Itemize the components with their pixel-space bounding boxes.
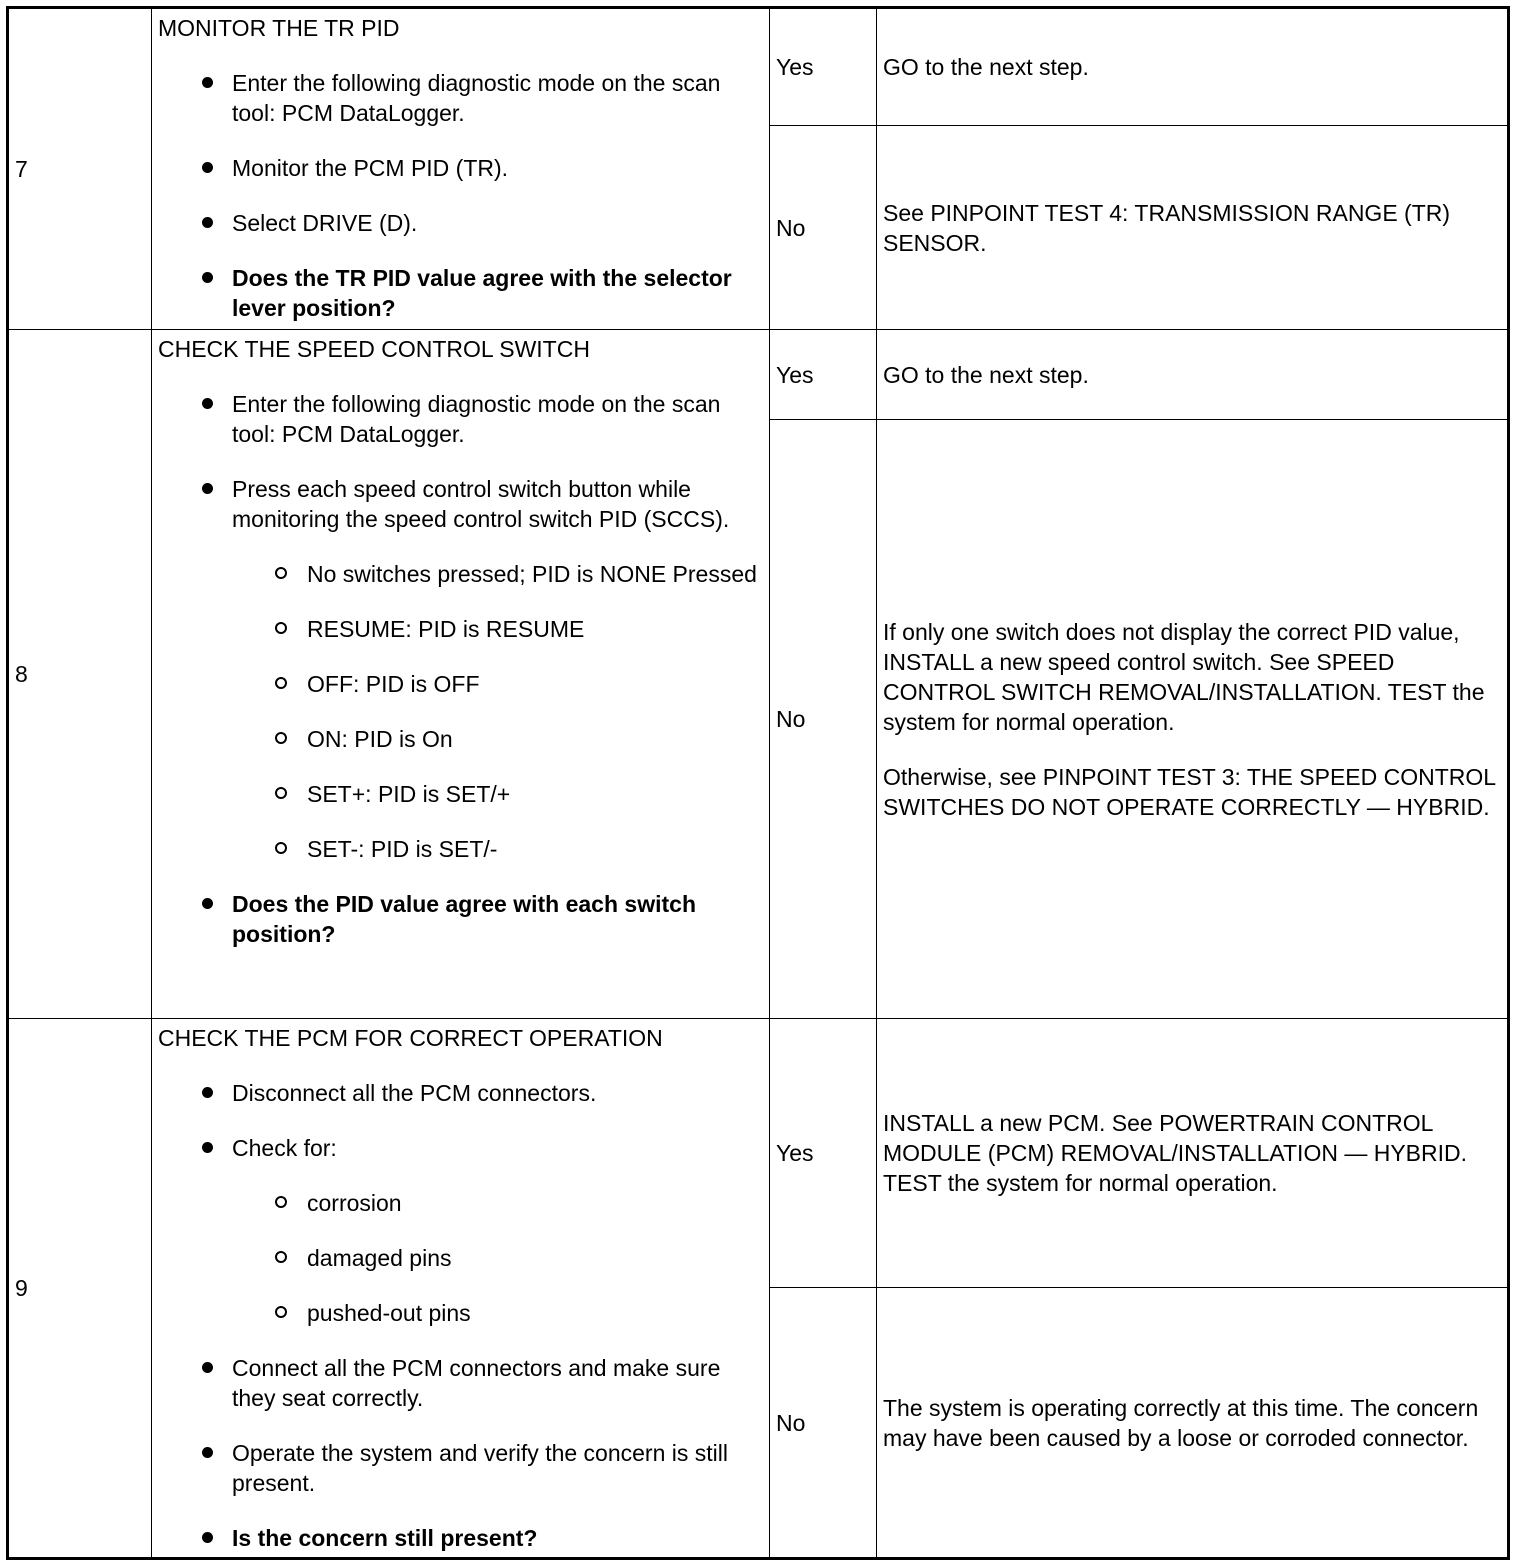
question-bullet: Does the PID value agree with each switch position?	[232, 889, 769, 949]
step-bullet-list	[158, 1078, 769, 1553]
bullet-item: Operate the system and verify the concern is still present.	[232, 1438, 769, 1498]
result-label: No	[770, 126, 877, 330]
step-7-yes-row	[8, 8, 1509, 126]
result-action: The system is operating correctly at this time. The concern may have been caused by a loose or corroded connector.	[877, 1288, 1509, 1559]
result-label: No	[770, 1288, 877, 1559]
result-action: See PINPOINT TEST 4: TRANSMISSION RANGE (TR) SENSOR.	[877, 126, 1509, 330]
step-title: CHECK THE SPEED CONTROL SWITCH	[158, 336, 590, 362]
bullet-item: Disconnect all the PCM connectors.	[232, 1078, 769, 1108]
sub-bullet-item: pushed-out pins	[307, 1298, 759, 1328]
step-9-yes-row	[8, 1019, 1509, 1288]
result-paragraph: If only one switch does not display the correct PID value, INSTALL a new speed control switch. See SPEED CONTROL SWITCH REMOVAL/INSTALLATION. TEST the system for normal operation.	[883, 618, 1485, 735]
bullet-item	[232, 474, 769, 864]
bullet-item: Enter the following diagnostic mode on the scan tool: PCM DataLogger.	[232, 389, 769, 449]
bullet-item: Enter the following diagnostic mode on the scan tool: PCM DataLogger.	[232, 68, 769, 128]
question-bullet: Is the concern still present?	[232, 1523, 769, 1553]
result-paragraph: Otherwise, see PINPOINT TEST 3: THE SPEED CONTROL SWITCHES DO NOT OPERATE CORRECTLY — HYBRID.	[883, 763, 1496, 820]
sub-bullet-item: corrosion	[307, 1188, 759, 1218]
sub-bullet-item: No switches pressed; PID is NONE Pressed	[307, 559, 759, 589]
bullet-item: Select DRIVE (D).	[232, 208, 769, 238]
step-action-cell	[152, 1019, 770, 1559]
bullet-text: Check for:	[232, 1135, 337, 1161]
step-bullet-list	[158, 389, 769, 949]
sub-bullet-list	[232, 1188, 759, 1328]
bullet-item: Monitor the PCM PID (TR).	[232, 153, 769, 183]
result-action: INSTALL a new PCM. See POWERTRAIN CONTROL MODULE (PCM) REMOVAL/INSTALLATION — HYBRID. TEST the system for normal operation.	[877, 1019, 1509, 1288]
result-label: Yes	[770, 330, 877, 420]
bullet-text: Press each speed control switch button while monitoring the speed control switch PID (SCCS).	[232, 476, 730, 532]
step-bullet-list	[158, 68, 769, 323]
step-action-cell	[152, 330, 770, 1019]
diagnostic-steps-table	[6, 6, 1510, 1560]
bullet-item	[232, 1133, 769, 1328]
sub-bullet-item: SET+: PID is SET/+	[307, 779, 759, 809]
sub-bullet-item: ON: PID is On	[307, 724, 759, 754]
result-label: Yes	[770, 8, 877, 126]
bullet-item: Connect all the PCM connectors and make sure they seat correctly.	[232, 1353, 769, 1413]
sub-bullet-item: OFF: PID is OFF	[307, 669, 759, 699]
sub-bullet-item: SET-: PID is SET/-	[307, 834, 759, 864]
step-action-cell	[152, 8, 770, 330]
step-number: 7	[8, 8, 152, 330]
result-action: GO to the next step.	[877, 330, 1509, 420]
step-title: MONITOR THE TR PID	[158, 15, 400, 41]
sub-bullet-item: RESUME: PID is RESUME	[307, 614, 759, 644]
step-8-yes-row	[8, 330, 1509, 420]
step-title: CHECK THE PCM FOR CORRECT OPERATION	[158, 1025, 663, 1051]
step-number: 9	[8, 1019, 152, 1559]
question-bullet: Does the TR PID value agree with the selector lever position?	[232, 263, 769, 323]
result-action: GO to the next step.	[877, 8, 1509, 126]
step-number: 8	[8, 330, 152, 1019]
sub-bullet-item: damaged pins	[307, 1243, 759, 1273]
result-label: Yes	[770, 1019, 877, 1288]
sub-bullet-list	[232, 559, 759, 864]
result-action	[877, 420, 1509, 1019]
result-label: No	[770, 420, 877, 1019]
